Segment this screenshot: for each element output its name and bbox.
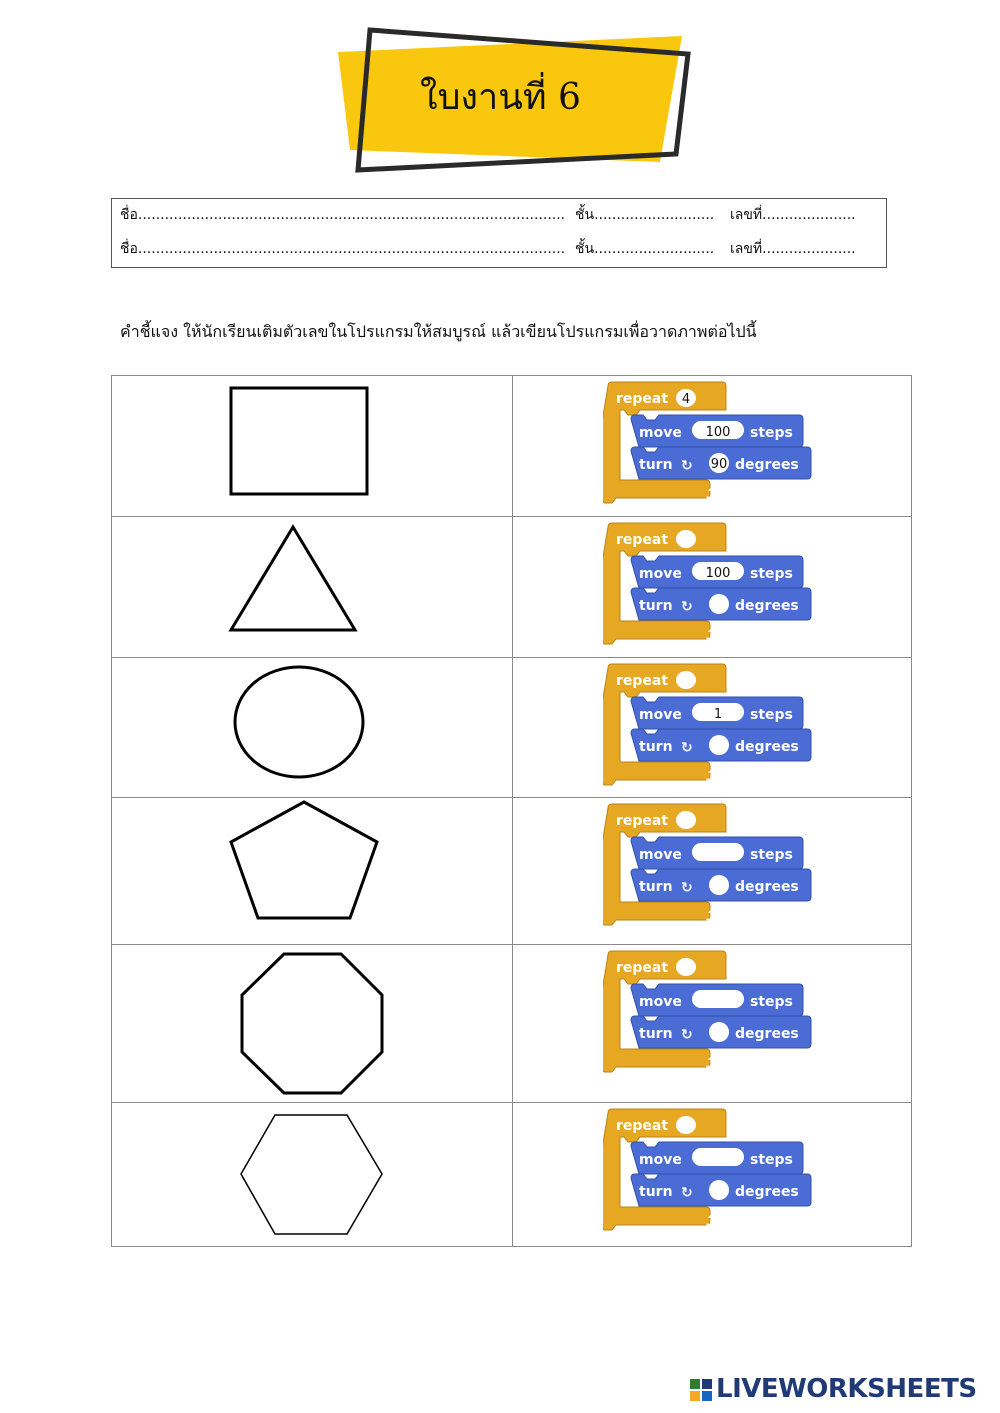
turn-degrees-slot[interactable] — [709, 735, 729, 755]
exercise-row-circle — [111, 657, 912, 797]
name-field[interactable]: ชื่อ................................................................................................ — [120, 241, 566, 257]
exercise-row-octagon — [111, 944, 912, 1102]
steps-label: steps — [750, 425, 793, 441]
turn-clockwise-icon: ↻ — [681, 740, 693, 756]
shape-cell — [111, 944, 512, 1102]
turn-degrees-slot[interactable] — [709, 875, 729, 895]
move-steps-slot[interactable] — [692, 990, 744, 1008]
repeat-label: repeat — [616, 673, 669, 689]
turn-degrees-slot[interactable] — [709, 1180, 729, 1200]
loop-arrow-icon: ⮥ — [706, 486, 715, 502]
code-cell — [512, 516, 912, 657]
move-label: move — [639, 425, 682, 441]
move-label: move — [639, 847, 682, 863]
move-steps-value: 100 — [705, 566, 731, 581]
turn-clockwise-icon: ↻ — [681, 458, 693, 474]
instruction-text: คำชี้แจง ให้นักเรียนเติมตัวเลขในโปรแกรมให้สมบูรณ์ แล้วเขียนโปรแกรมเพื่อวาดภาพต่อไปนี้ — [120, 322, 757, 341]
square-shape — [112, 376, 513, 517]
turn-label: turn — [639, 598, 673, 614]
repeat-label: repeat — [616, 391, 669, 407]
student-info-row-1 — [120, 203, 880, 227]
repeat-label: repeat — [616, 532, 669, 548]
repeat-count-value: 4 — [681, 392, 691, 407]
shape-cell — [111, 797, 512, 944]
move-label: move — [639, 1152, 682, 1168]
page-title: ใบงานที่ 6 — [420, 77, 581, 118]
steps-label: steps — [750, 1152, 793, 1168]
scratch-script — [603, 798, 823, 933]
exercise-row-square — [111, 375, 912, 516]
scratch-script — [603, 658, 823, 793]
loop-arrow-icon: ⮥ — [706, 1055, 715, 1071]
move-steps-slot[interactable] — [692, 843, 744, 861]
code-cell — [512, 944, 912, 1102]
turn-label: turn — [639, 879, 673, 895]
exercise-row-triangle — [111, 516, 912, 657]
code-cell — [512, 375, 912, 516]
exercise-table — [111, 375, 912, 1247]
turn-label: turn — [639, 1026, 673, 1042]
scratch-script — [603, 517, 823, 652]
student-info-row-2 — [120, 237, 880, 261]
shape-cell — [111, 1102, 512, 1247]
code-cell — [512, 657, 912, 797]
exercise-row-hexagon — [111, 1102, 912, 1247]
degrees-label: degrees — [735, 739, 799, 755]
name-field[interactable]: ชื่อ................................................................................................ — [120, 207, 566, 223]
repeat-label: repeat — [616, 960, 669, 976]
shape-cell — [111, 375, 512, 516]
number-field[interactable]: เลขที่..................... — [730, 241, 856, 257]
code-cell — [512, 797, 912, 944]
repeat-count-slot[interactable] — [676, 530, 696, 548]
loop-arrow-icon: ⮥ — [706, 1213, 715, 1229]
steps-label: steps — [750, 707, 793, 723]
code-cell — [512, 1102, 912, 1247]
logo-text: LIVEWORKSHEETS — [716, 1374, 977, 1404]
liveworksheets-logo[interactable] — [690, 1372, 990, 1406]
loop-arrow-icon: ⮥ — [706, 908, 715, 924]
student-info-box — [111, 198, 887, 268]
steps-label: steps — [750, 847, 793, 863]
class-field[interactable]: ชั้น........................... — [575, 207, 715, 223]
turn-label: turn — [639, 457, 673, 473]
circle-shape — [112, 658, 513, 798]
shape-cell — [111, 657, 512, 797]
loop-arrow-icon: ⮥ — [706, 627, 715, 643]
steps-label: steps — [750, 566, 793, 582]
hexagon-shape — [112, 1103, 513, 1248]
class-field[interactable]: ชั้น........................... — [575, 241, 715, 257]
turn-label: turn — [639, 1184, 673, 1200]
degrees-label: degrees — [735, 1026, 799, 1042]
repeat-count-slot[interactable] — [676, 671, 696, 689]
degrees-label: degrees — [735, 1184, 799, 1200]
shape-cell — [111, 516, 512, 657]
octagon-shape — [112, 945, 513, 1103]
turn-degrees-slot[interactable] — [709, 1022, 729, 1042]
move-steps-value: 1 — [713, 707, 723, 722]
move-label: move — [639, 566, 682, 582]
scratch-script — [603, 1103, 823, 1238]
turn-clockwise-icon: ↻ — [681, 1185, 693, 1201]
move-label: move — [639, 707, 682, 723]
scratch-script — [603, 945, 823, 1080]
steps-label: steps — [750, 994, 793, 1010]
scratch-script — [603, 376, 823, 511]
move-label: move — [639, 994, 682, 1010]
repeat-count-slot[interactable] — [676, 811, 696, 829]
number-field[interactable]: เลขที่..................... — [730, 207, 856, 223]
repeat-count-slot[interactable] — [676, 958, 696, 976]
degrees-label: degrees — [735, 598, 799, 614]
turn-degrees-value: 90 — [710, 457, 728, 472]
turn-degrees-slot[interactable] — [709, 594, 729, 614]
triangle-shape — [112, 517, 513, 658]
turn-clockwise-icon: ↻ — [681, 599, 693, 615]
degrees-label: degrees — [735, 879, 799, 895]
degrees-label: degrees — [735, 457, 799, 473]
loop-arrow-icon: ⮥ — [706, 768, 715, 784]
liveworksheets-logo-icon — [690, 1379, 712, 1401]
turn-label: turn — [639, 739, 673, 755]
move-steps-value: 100 — [705, 425, 731, 440]
pentagon-shape — [112, 798, 513, 945]
turn-clockwise-icon: ↻ — [681, 880, 693, 896]
exercise-row-pentagon — [111, 797, 912, 944]
repeat-count-slot[interactable] — [676, 1116, 696, 1134]
move-steps-slot[interactable] — [692, 1148, 744, 1166]
turn-clockwise-icon: ↻ — [681, 1027, 693, 1043]
repeat-label: repeat — [616, 1118, 669, 1134]
repeat-label: repeat — [616, 813, 669, 829]
